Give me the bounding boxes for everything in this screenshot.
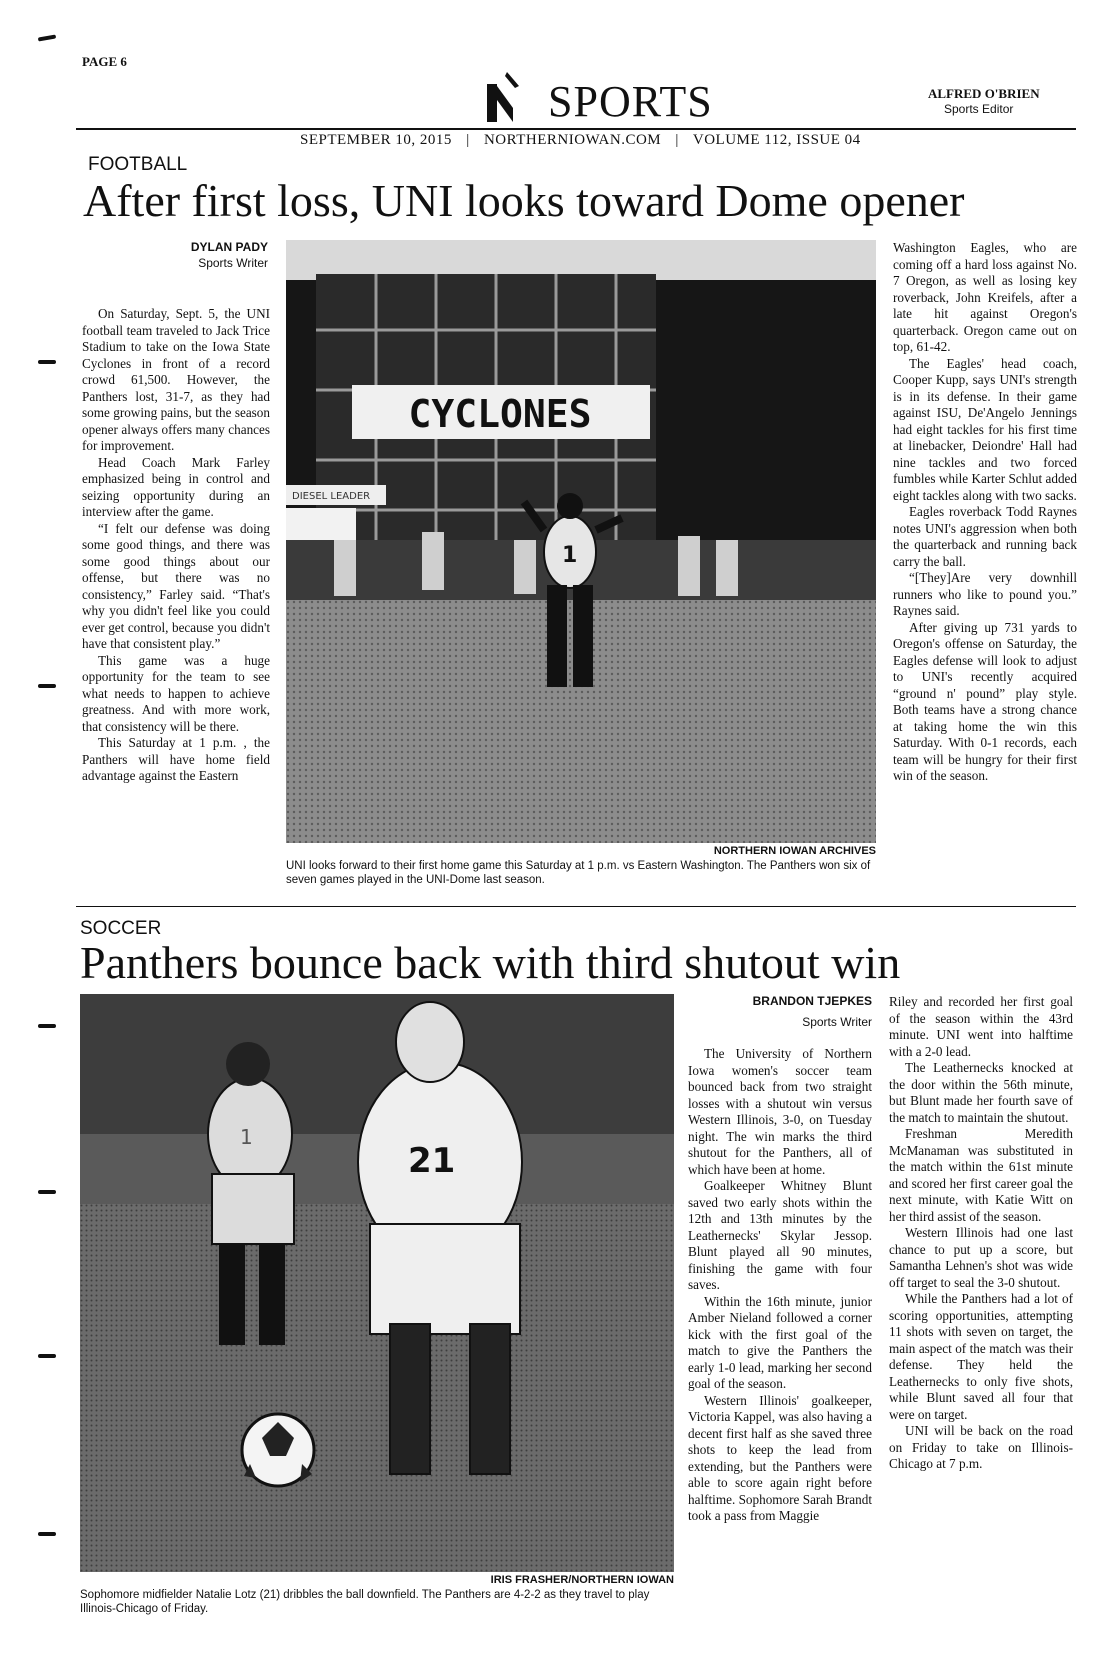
northern-iowan-logo-icon xyxy=(483,72,523,122)
football-kicker: FOOTBALL xyxy=(88,154,188,175)
soccer-byline: BRANDON TJEPKES xyxy=(752,994,872,1008)
issue-date: SEPTEMBER 10, 2015 xyxy=(300,132,452,148)
football-photo-illustration xyxy=(286,240,876,843)
background-player-number: 1 xyxy=(240,1125,253,1149)
scan-mark xyxy=(38,360,56,364)
paragraph: Eagles roverback Todd Raynes notes UNI's aggression when both the quarterback and running back carry the ball. xyxy=(893,504,1077,569)
scan-mark xyxy=(38,1532,56,1536)
football-column-1 xyxy=(82,306,270,785)
paragraph: Western Illinois' goalkeeper, Victoria Kappel, was also having a decent first half as she saved three shots to keep the lead from extending, but the Panthers were able to score again right before halftime. Sophomore Sarah Brandt took a pass from Maggie xyxy=(688,1392,872,1523)
football-column-2 xyxy=(893,240,1077,785)
football-photo-credit: NORTHERN IOWAN ARCHIVES xyxy=(713,845,876,857)
football-headline: After first loss, UNI looks toward Dome opener xyxy=(83,175,965,226)
soccer-photo xyxy=(80,994,674,1572)
separator: | xyxy=(675,132,679,148)
football-photo xyxy=(286,240,876,843)
soccer-column-1 xyxy=(688,1046,872,1525)
scan-mark xyxy=(38,1190,56,1194)
dateline xyxy=(300,132,861,149)
paragraph: The Leathernecks knocked at the door within the 56th minute, but Blunt made her fourth save of the match to maintain the shutout. xyxy=(889,1060,1073,1125)
site-url: NORTHERNIOWAN.COM xyxy=(483,132,662,148)
player-jersey-number: 1 xyxy=(562,543,578,568)
soccer-kicker: SOCCER xyxy=(80,918,162,939)
page-number: PAGE 6 xyxy=(82,54,127,69)
paragraph: Freshman Meredith McManaman was substituted in the match within the 61st minute and scored her first career goal the next minute, with Katie Witt on her third assist of the season. xyxy=(889,1126,1073,1224)
soccer-column-2 xyxy=(889,994,1073,1473)
stadium-sign-text: CYCLONES xyxy=(408,392,592,436)
paragraph: Head Coach Mark Farley emphasized being in control and seizing opportunity during an interview after the game. xyxy=(82,454,270,519)
scan-mark xyxy=(38,34,56,41)
scan-mark xyxy=(38,684,56,688)
editor-role: Sports Editor xyxy=(944,102,1014,116)
football-caption: UNI looks forward to their first home game this Saturday at 1 p.m. vs Eastern Washington. The Panthers won six of seven games played in the UNI-Dome last season. xyxy=(286,860,871,886)
editor-name: ALFRED O'BRIEN xyxy=(928,86,1040,101)
paragraph: This Saturday at 1 p.m. , the Panthers will have home field advantage against the Eastern xyxy=(82,735,270,783)
masthead-rule xyxy=(76,128,1076,130)
paragraph: After giving up 731 yards to Oregon's offense on Saturday, the Eagles defense will look to adjust to UNI's recently acquired “ground n' pound” play style. Both teams have a strong chance at taking home the win this Saturday. With 0-1 records, each team will be hungry for their first win of the season. xyxy=(893,619,1077,783)
paragraph: Within the 16th minute, junior Amber Nieland followed a corner kick with the first goal of the match to give the Panthers the early 1-0 lead, marking her second goal of the season. xyxy=(688,1293,872,1391)
football-byrole: Sports Writer xyxy=(198,256,268,270)
separator: | xyxy=(466,132,470,148)
soccer-photo-credit: IRIS FRASHER/NORTHERN IOWAN xyxy=(490,1574,674,1586)
soccer-headline: Panthers bounce back with third shutout win xyxy=(80,937,901,988)
paragraph: Riley and recorded her first goal of the season within the 43rd minute. UNI went into halftime with a 2-0 lead. xyxy=(889,994,1073,1059)
football-byline: DYLAN PADY xyxy=(190,240,268,254)
paragraph: The University of Northern Iowa women's soccer team bounced back from two straight losses with a shutout win versus Western Illinois, 3-0, on Tuesday night. The win marks the third shutout for the Panthers, all of which have been at home. xyxy=(688,1046,872,1177)
paragraph: Goalkeeper Whitney Blunt saved two early shots within the 12th and 13th minutes by the Leathernecks' Skylar Jessop. Blunt played all 90 minutes, finishing the game with four saves. xyxy=(688,1178,872,1292)
soccer-byrole: Sports Writer xyxy=(802,1015,872,1029)
soccer-caption: Sophomore midfielder Natalie Lotz (21) dribbles the ball downfield. The Panthers are 4-2-2 as they travel to play Illinois-Chicago of Friday. xyxy=(80,1589,650,1615)
paragraph: “I felt our defense was doing some good things, and there was some good things about our offense, but there was no consistency,” Farley said. “That's why you didn't feel like you could ever get control, because you didn't have that consistent play.” xyxy=(82,520,270,651)
section-rule xyxy=(76,906,1076,907)
player-jersey-number: 21 xyxy=(408,1141,456,1181)
section-title: SPORTS xyxy=(548,77,713,126)
paragraph: On Saturday, Sept. 5, the UNI football team traveled to Jack Trice Stadium to take on the Iowa State Cyclones in front of a record crowd 61,500. However, the Panthers lost, 31-7, as they had some growing pains, but the season opener always offers many chances for improvement. xyxy=(82,306,270,453)
paragraph: “[They]Are very downhill runners who like to pound you.” Raynes said. xyxy=(893,570,1077,618)
volume-issue: VOLUME 112, ISSUE 04 xyxy=(692,132,861,148)
scan-mark xyxy=(38,1354,56,1358)
paragraph: While the Panthers had a lot of scoring opportunities, attempting 11 shots with seven on target, the main aspect of the match was their defense. They held the Leathernecks to only five shots, while Blunt saved all four that were on target. xyxy=(889,1291,1073,1422)
paragraph: Western Illinois had one last chance to put up a score, but Samantha Lehnen's shot was wide off target to seal the 3-0 shutout. xyxy=(889,1225,1073,1290)
paragraph: UNI will be back on the road on Friday to take on Illinois-Chicago at 7 p.m. xyxy=(889,1423,1073,1471)
paragraph: This game was a huge opportunity for the team to see what needs to happen to achieve greatness. And with more work, that consistency will be there. xyxy=(82,652,270,734)
paragraph: Washington Eagles, who are coming off a hard loss against No. 7 Oregon, as well as losing key roverback, John Kreifels, after a late hit against Oregon's quarterback. Oregon came out on top, 61-42. xyxy=(893,240,1077,354)
paragraph: The Eagles' head coach, Cooper Kupp, says UNI's strength is in its defense. In their game against ISU, De'Angelo Jennings had eight tackles for his first time at linebacker, Deiondre' Hall had nine tackles and two forced fumbles while Karter Schlut added eight tackles along with two sacks. xyxy=(893,355,1077,503)
scan-mark xyxy=(38,1024,56,1028)
ribbon-board-text: DIESEL LEADER xyxy=(292,491,371,502)
soccer-photo-illustration xyxy=(80,994,674,1572)
